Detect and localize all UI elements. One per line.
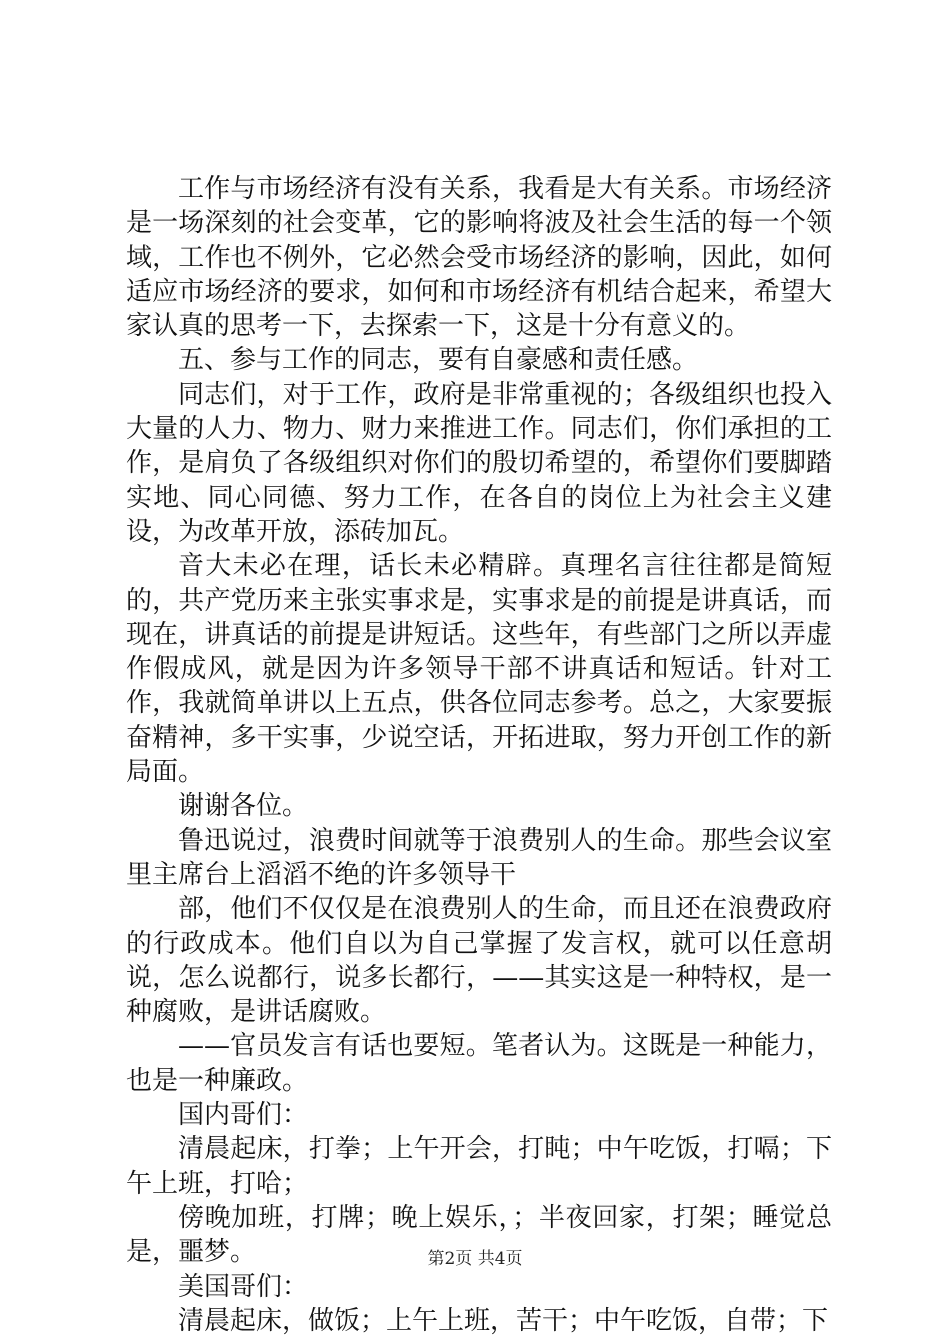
paragraph-short-speech: 音大未必在理，话长未必精辟。真理名言往往都是简短的，共产党历来主张实事求是，实事求是的前提是讲真话，而现在，讲真话的前提是讲短话。这些年，有些部门之所以弄虚作假成风，就是因为许多领导干部不讲真话和短话。针对工作，我就简单讲以上五点，供各位同志参考。总之，大家要振奋精神，多干实事，少说空话，开拓进取，努力开创工作的新局面。	[126, 551, 832, 788]
paragraph-american-heading: 美国哥们：	[178, 1271, 309, 1302]
paragraph-domestic-morning: 清晨起床，打拳；上午开会，打盹；中午吃饭，打嗝；下午上班，打哈；	[126, 1134, 832, 1199]
page-number-footer: 第2页 共4页	[427, 1249, 523, 1269]
paragraph-domestic-heading: 国内哥们：	[178, 1100, 309, 1131]
document-body	[126, 172, 832, 1338]
paragraph-comrades: 同志们，对于工作，政府是非常重视的；各级组织也投入大量的人力、物力、财力来推进工作。同志们，你们承担的工作，是肩负了各级组织对你们的殷切希望的，希望你们要脚踏实地、同心同德、努力工作，在各自的岗位上为社会主义建设，为改革开放，添砖加瓦。	[126, 379, 832, 547]
paragraph-market-economy: 工作与市场经济有没有关系，我看是大有关系。市场经济是一场深刻的社会变革，它的影响将波及社会生活的每一个领域，工作也不例外，它必然会受市场经济的影响，因此，如何适应市场经济的要求，如何和市场经济有机结合起来，希望大家认真的思考一下，去探索一下，这是十分有意义的。	[126, 174, 832, 342]
paragraph-section-five-heading: 五、参与工作的同志，要有自豪感和责任感。	[178, 345, 699, 376]
paragraph-american-morning: 清晨起床，做饭；上午上班，苦干；中午吃饭，自带；下	[178, 1305, 829, 1336]
paragraph-officials-short: ——官员发言有话也要短。笔者认为。这既是一种能力，也是一种廉政。	[126, 1031, 832, 1096]
paragraph-thanks: 谢谢各位。	[178, 791, 309, 822]
paragraph-domestic-evening: 傍晚加班，打牌；晚上娱乐，；半夜回家，打架；睡觉总是，噩梦。	[126, 1202, 832, 1268]
paragraph-lu-xun: 鲁迅说过，浪费时间就等于浪费别人的生命。那些会议室里主席台上滔滔不绝的许多领导干	[126, 825, 832, 890]
paragraph-lu-xun-continued: 部，他们不仅仅是在浪费别人的生命，而且还在浪费政府的行政成本。他们自以为自己掌握了发言权，就可以任意胡说，怎么说都行，说多长都行，——其实这是一种特权，是一种腐败，是讲话腐败。	[126, 894, 832, 1028]
